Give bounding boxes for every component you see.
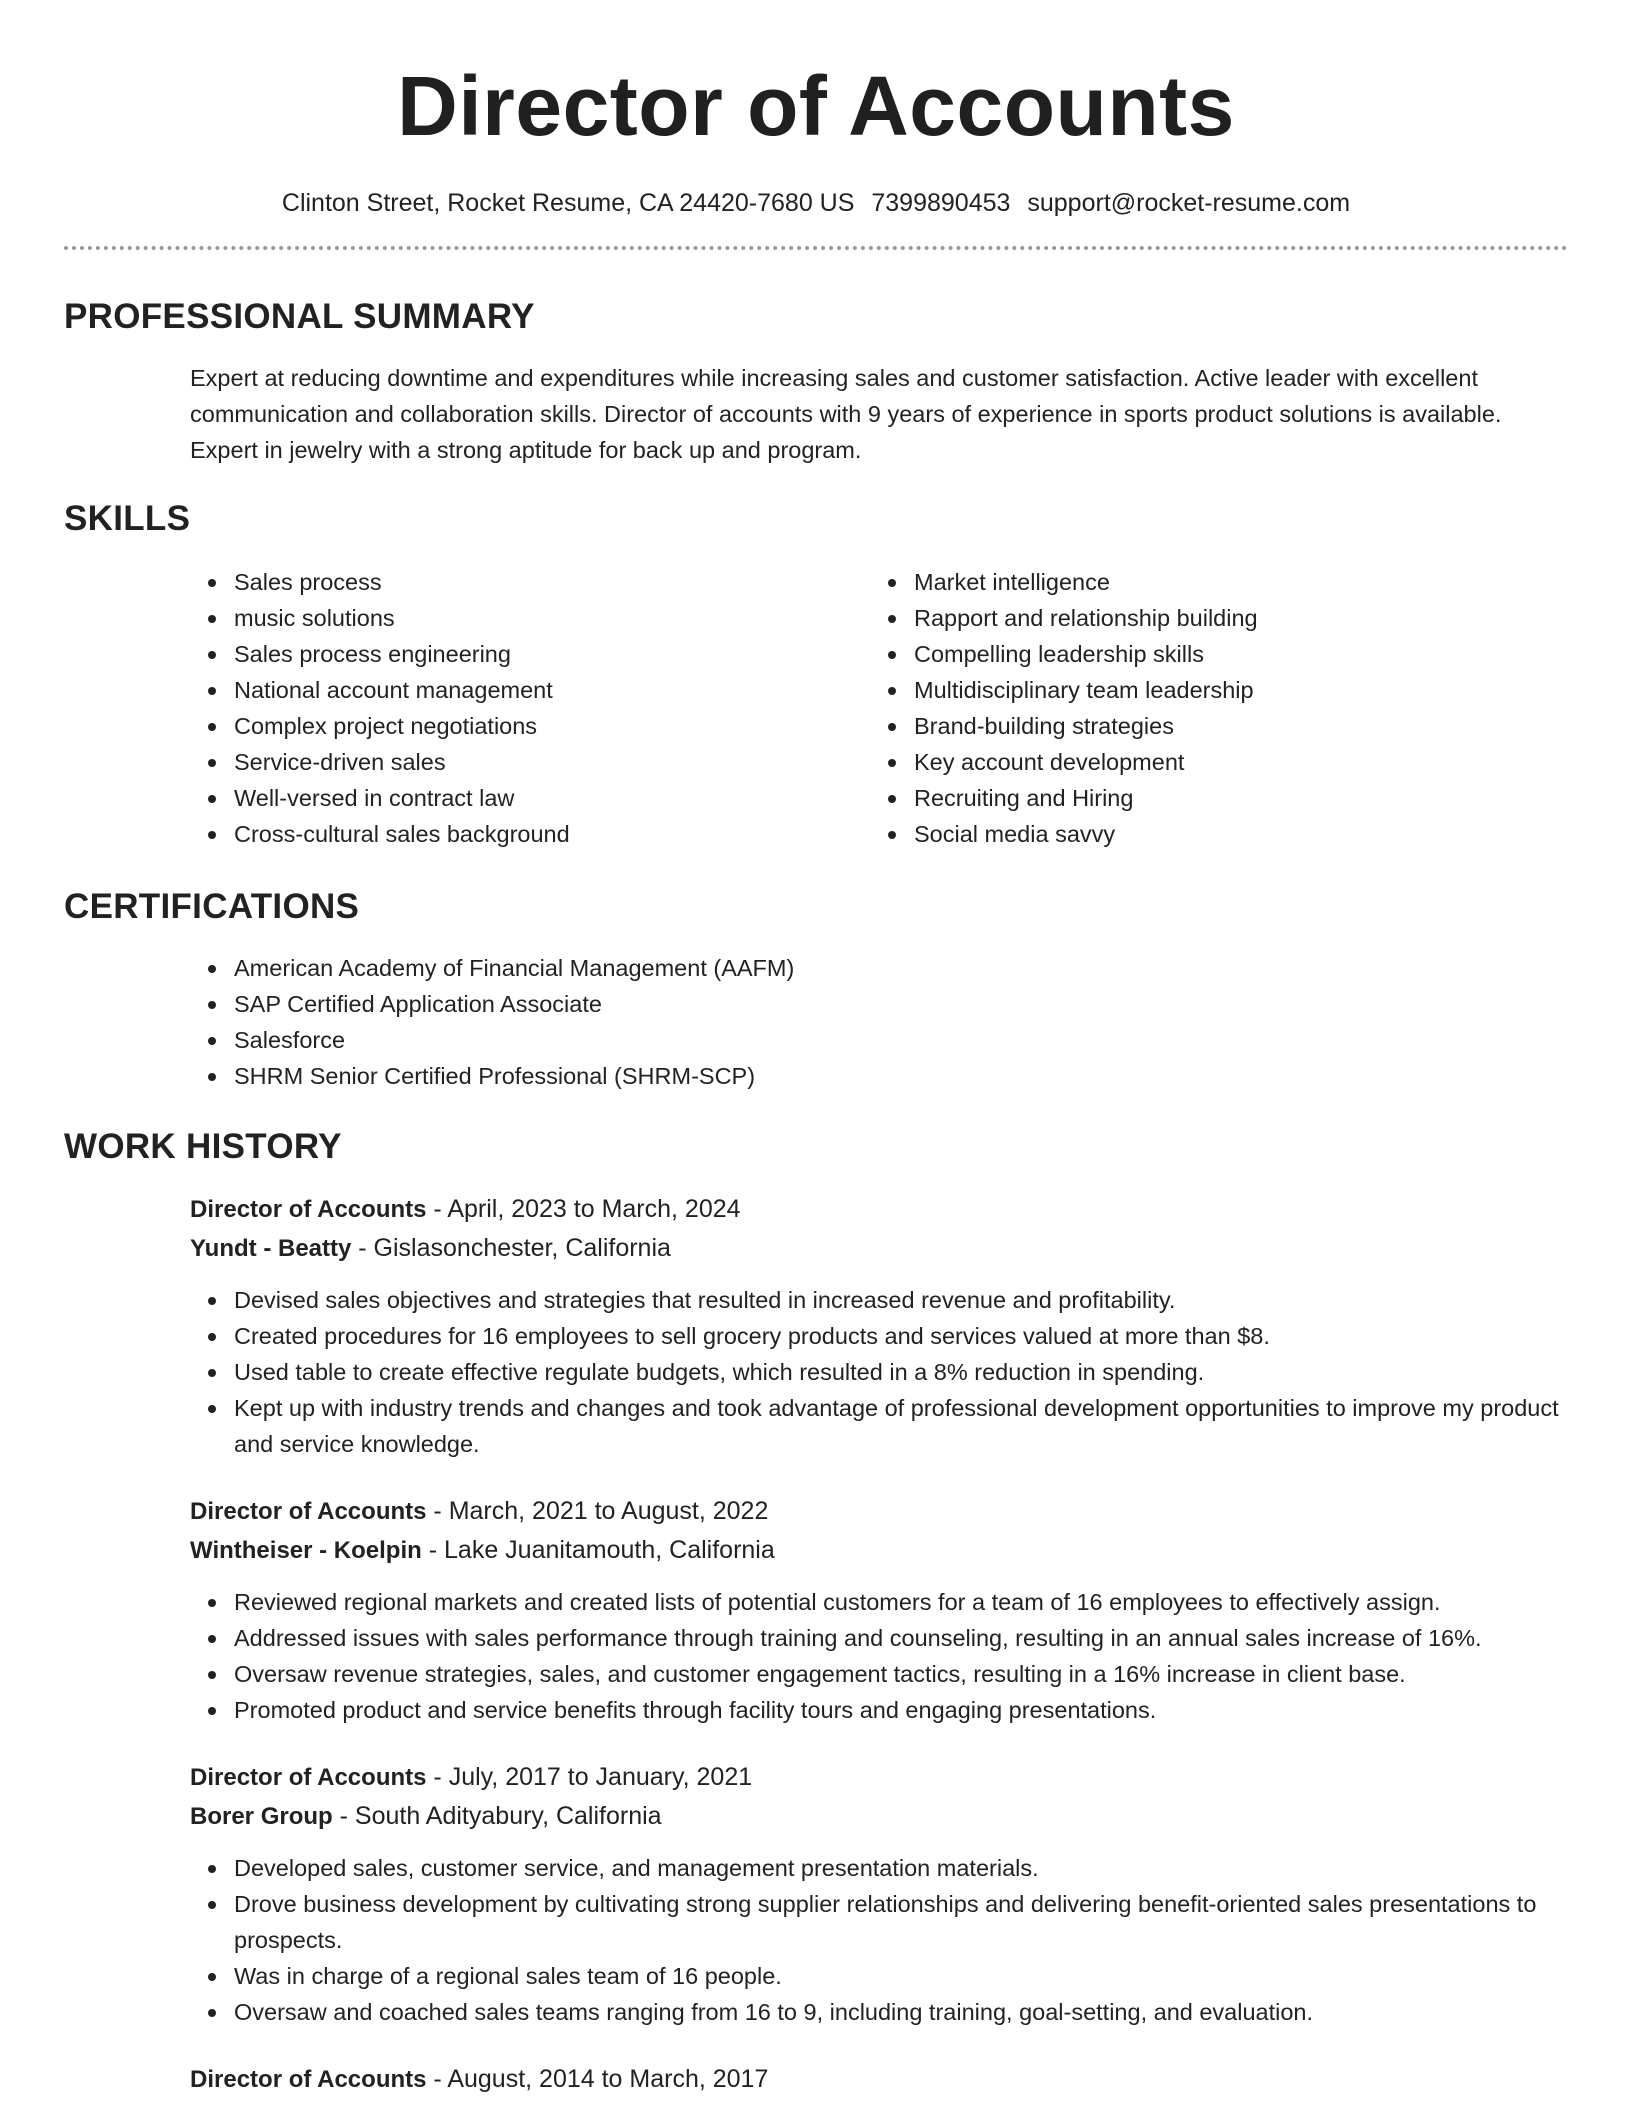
contact-phone: 7399890453 — [871, 189, 1011, 217]
job-title: Director of Accounts — [190, 1196, 427, 1223]
job-title-line — [190, 2060, 1568, 2099]
list-item: Sales process — [234, 564, 870, 600]
job-bullets — [190, 1584, 1568, 1728]
list-item: Salesforce — [234, 1022, 1568, 1058]
list-item: music solutions — [234, 600, 870, 636]
job-company: Wintheiser - Koelpin — [190, 1537, 422, 1564]
list-item: Drove business development by cultivating strong supplier relationships and delivering benefit-oriented sales presentations to prospects. — [234, 1886, 1568, 1958]
job-entry — [190, 1492, 1568, 1728]
section-title-summary: PROFESSIONAL SUMMARY — [64, 297, 535, 336]
list-item: Created procedures for 16 employees to sell grocery products and services valued at more than $8. — [234, 1318, 1568, 1354]
work-history-section — [64, 1126, 1568, 2099]
list-item: Multidisciplinary team leadership — [914, 672, 1550, 708]
job-bullets — [190, 1850, 1568, 2030]
section-title-skills: SKILLS — [64, 499, 191, 538]
list-item: Recruiting and Hiring — [914, 780, 1550, 816]
job-title-line — [190, 1190, 1568, 1229]
list-item: Sales process engineering — [234, 636, 870, 672]
resume-name: Director of Accounts — [397, 59, 1235, 153]
list-item: Reviewed regional markets and created lists of potential customers for a team of 16 employees to effectively assign. — [234, 1584, 1568, 1620]
list-item: Cross-cultural sales background — [234, 816, 870, 852]
header-divider — [64, 246, 1568, 250]
job-dates: - April, 2023 to March, 2024 — [426, 1195, 741, 1223]
skills-list-right — [870, 564, 1550, 852]
summary-text: Expert at reducing downtime and expenditures while increasing sales and customer satisfaction. Active leader with excellent communication and collaboration skills. Director of accounts with 9 years of experience in sports product solutions is available. Expert in jewelry with a strong aptitude for back up and program. — [190, 365, 1502, 463]
job-entry — [190, 2060, 1568, 2099]
job-location: - Lake Juanitamouth, California — [421, 1536, 775, 1564]
list-item: Promoted product and service benefits through facility tours and engaging presentations. — [234, 1692, 1568, 1728]
job-title: Director of Accounts — [190, 2066, 427, 2093]
contact-line — [64, 188, 1568, 218]
job-location: - South Adityabury, California — [332, 1802, 662, 1830]
list-item: Developed sales, customer service, and management presentation materials. — [234, 1850, 1568, 1886]
list-item: SAP Certified Application Associate — [234, 986, 1568, 1022]
job-entry — [190, 1758, 1568, 2030]
job-dates: - March, 2021 to August, 2022 — [426, 1497, 769, 1525]
list-item: Was in charge of a regional sales team of 16 people. — [234, 1958, 1568, 1994]
contact-address: Clinton Street, Rocket Resume, CA 24420-7680 US — [281, 189, 855, 217]
skills-grid — [190, 564, 1568, 852]
list-item: Service-driven sales — [234, 744, 870, 780]
section-title-work-history: WORK HISTORY — [64, 1127, 342, 1166]
job-company: Yundt - Beatty — [190, 1235, 352, 1262]
section-title-certifications: CERTIFICATIONS — [64, 887, 360, 926]
list-item: Complex project negotiations — [234, 708, 870, 744]
list-item: Rapport and relationship building — [914, 600, 1550, 636]
list-item: National account management — [234, 672, 870, 708]
list-item: Oversaw revenue strategies, sales, and customer engagement tactics, resulting in a 16% increase in client base. — [234, 1656, 1568, 1692]
list-item: SHRM Senior Certified Professional (SHRM-SCP) — [234, 1058, 1568, 1094]
job-company: Borer Group — [190, 1803, 333, 1830]
skills-list-left — [190, 564, 870, 852]
list-item: Social media savvy — [914, 816, 1550, 852]
job-company-line — [190, 1229, 1568, 1268]
job-title: Director of Accounts — [190, 1764, 427, 1791]
job-dates: - August, 2014 to March, 2017 — [426, 2065, 769, 2093]
list-item: Oversaw and coached sales teams ranging from 16 to 9, including training, goal-setting, and evaluation. — [234, 1994, 1568, 2030]
list-item: American Academy of Financial Management (AAFM) — [234, 950, 1568, 986]
summary-section — [64, 296, 1568, 468]
list-item: Brand-building strategies — [914, 708, 1550, 744]
certifications-section — [64, 886, 1568, 1094]
skills-column-right — [870, 564, 1550, 852]
contact-email: support@rocket-resume.com — [1027, 189, 1351, 217]
job-bullets — [190, 1282, 1568, 1462]
skills-column-left — [190, 564, 870, 852]
job-company-line — [190, 1531, 1568, 1570]
list-item: Market intelligence — [914, 564, 1550, 600]
list-item: Well-versed in contract law — [234, 780, 870, 816]
job-location: - Gislasonchester, California — [351, 1234, 671, 1262]
job-title-line — [190, 1492, 1568, 1531]
list-item: Kept up with industry trends and changes and took advantage of professional development opportunities to improve my product and service knowledge. — [234, 1390, 1568, 1462]
skills-section — [64, 498, 1568, 852]
job-entry — [190, 1190, 1568, 1462]
certifications-list — [190, 950, 1568, 1094]
job-list — [190, 1190, 1568, 2099]
list-item: Compelling leadership skills — [914, 636, 1550, 672]
job-title-line — [190, 1758, 1568, 1797]
list-item: Key account development — [914, 744, 1550, 780]
job-dates: - July, 2017 to January, 2021 — [426, 1763, 753, 1791]
job-company-line — [190, 1797, 1568, 1836]
job-title: Director of Accounts — [190, 1498, 427, 1525]
list-item: Used table to create effective regulate budgets, which resulted in a 8% reduction in spending. — [234, 1354, 1568, 1390]
list-item: Devised sales objectives and strategies that resulted in increased revenue and profitability. — [234, 1282, 1568, 1318]
list-item: Addressed issues with sales performance through training and counseling, resulting in an annual sales increase of 16%. — [234, 1620, 1568, 1656]
